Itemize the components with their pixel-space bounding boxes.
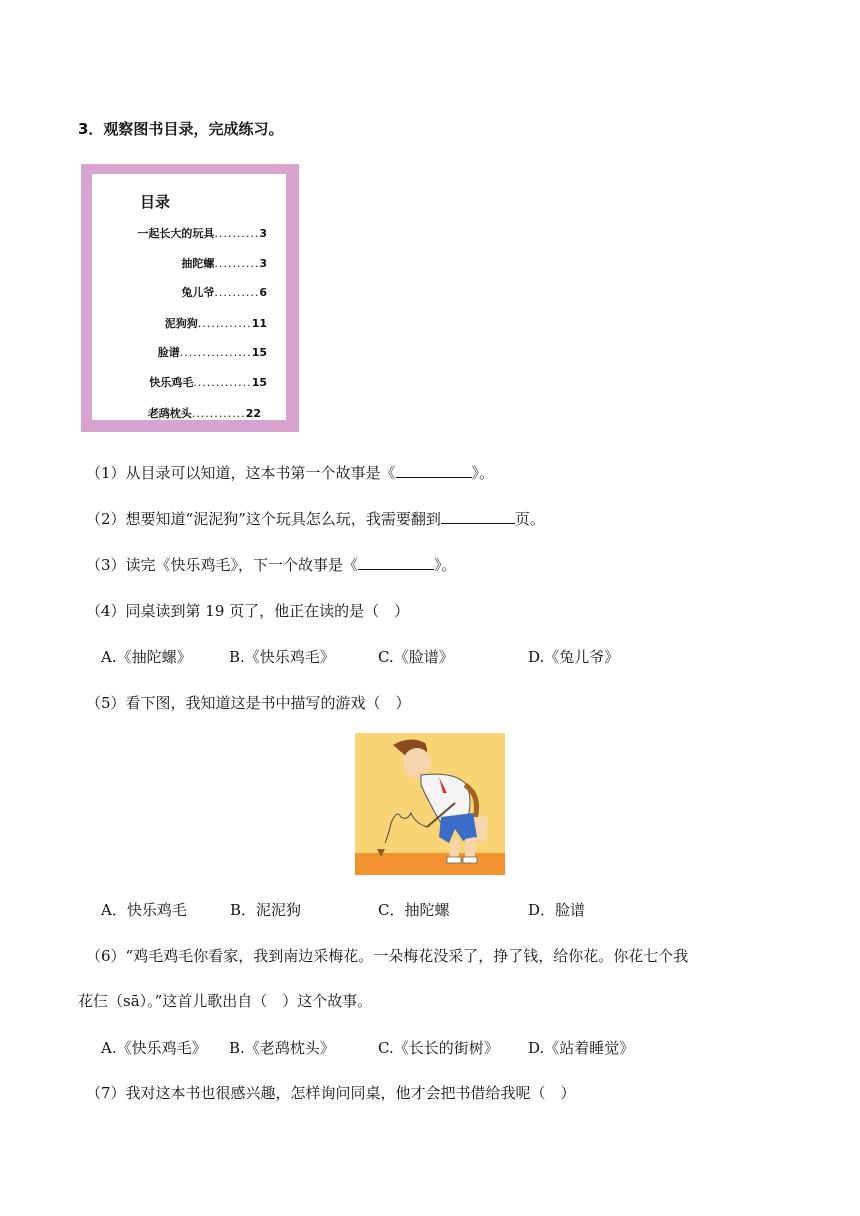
toc-entry-dots: .......... — [214, 257, 260, 270]
question-2-text: （2）想要知道“泥泥狗”这个玩具怎么玩，我需要翻到 — [86, 510, 441, 528]
toc-entry-dots: ............ — [191, 407, 246, 420]
table-of-contents-image — [81, 164, 299, 432]
q5-option-c[interactable]: C．抽陀螺 — [378, 901, 450, 919]
toc-entry-dots: ............. — [193, 376, 252, 389]
q4-option-d[interactable]: D.《兔儿爷》 — [528, 648, 620, 666]
toc-entry-page: 15 — [251, 346, 267, 359]
q4-option-c[interactable]: C.《脸谱》 — [378, 648, 454, 666]
toc-entry — [149, 374, 267, 390]
question-1 — [86, 462, 494, 483]
question-1-text: （1）从目录可以知道，这本书第一个故事是《 — [86, 464, 396, 482]
q6-option-a[interactable]: A.《快乐鸡毛》 — [101, 1039, 207, 1057]
toc-page — [92, 174, 286, 420]
toc-entry-title: 一起长大的玩具 — [137, 227, 215, 240]
answer-blank[interactable] — [358, 555, 434, 570]
toc-entry-page: 15 — [251, 376, 267, 389]
toc-heading: 目录 — [140, 193, 171, 211]
toc-entry-page: 6 — [259, 286, 267, 299]
answer-blank[interactable] — [396, 463, 472, 478]
toc-entry-dots: ................ — [179, 346, 252, 359]
question-2 — [86, 508, 545, 529]
toc-entry-title: 泥狗狗 — [164, 317, 198, 330]
question-3-text: （3）读完《快乐鸡毛》，下一个故事是《 — [86, 556, 359, 574]
toc-entry-title: 快乐鸡毛 — [149, 376, 194, 389]
question-2-suffix: 页。 — [514, 510, 545, 528]
boy-figure — [355, 733, 505, 875]
question-7: （7）我对这本书也很感兴趣，怎样询问同桌，他才会把书借给我呢（ ） — [86, 1084, 576, 1102]
q6-option-c[interactable]: C.《长长的街树》 — [378, 1039, 499, 1057]
toc-entry — [181, 284, 267, 300]
q6-option-b[interactable]: B.《老鸹枕头》 — [229, 1039, 335, 1057]
question-4: （4）同桌读到第 19 页了，他正在读的是（ ） — [86, 602, 410, 620]
toc-entry-title: 脸谱 — [157, 346, 180, 359]
toc-entry-page: 22 — [245, 407, 261, 420]
toc-entry-dots: ............ — [197, 317, 252, 330]
q6-option-d[interactable]: D.《站着睡觉》 — [528, 1039, 635, 1057]
q5-option-d[interactable]: D．脸谱 — [528, 901, 586, 919]
toc-entry-dots: .......... — [214, 286, 260, 299]
question-3-suffix: 》。 — [434, 556, 457, 574]
question-6-line-2: 花仨（sā）。”这首儿歌出自（ ）这个故事。 — [78, 992, 373, 1010]
question-5: （5）看下图，我知道这是书中描写的游戏（ ） — [86, 694, 411, 712]
q5-option-b[interactable]: B．泥泥狗 — [230, 901, 302, 919]
toc-entry-title: 老鸹枕头 — [147, 407, 192, 420]
toc-entry-title: 抽陀螺 — [181, 257, 215, 270]
toc-entry-title: 兔儿爷 — [181, 286, 215, 299]
question-1-suffix: 》。 — [471, 464, 495, 482]
toc-entry — [137, 225, 267, 241]
q4-option-a[interactable]: A.《抽陀螺》 — [101, 648, 192, 666]
question-3 — [86, 554, 457, 575]
toc-entry-page: 11 — [251, 317, 267, 330]
answer-blank[interactable] — [441, 509, 515, 524]
q5-option-a[interactable]: A．快乐鸡毛 — [101, 901, 187, 919]
toc-entry — [181, 255, 267, 271]
toc-entry — [165, 315, 267, 331]
question-6-line-1: （6）“鸡毛鸡毛你看家，我到南边采梅花。一朵梅花没采了，挣了钱，给你花。你花七个我 — [86, 947, 689, 965]
question-title: 3．观察图书目录，完成练习。 — [78, 120, 284, 138]
toc-entry-page: 3 — [259, 227, 267, 240]
toc-entry-dots: .......... — [214, 227, 260, 240]
toc-entry — [148, 405, 261, 421]
q4-option-b[interactable]: B.《快乐鸡毛》 — [229, 648, 335, 666]
toc-entry-page: 3 — [259, 257, 267, 270]
spinning-top-boy-illustration — [355, 733, 505, 875]
toc-entry — [158, 344, 267, 360]
